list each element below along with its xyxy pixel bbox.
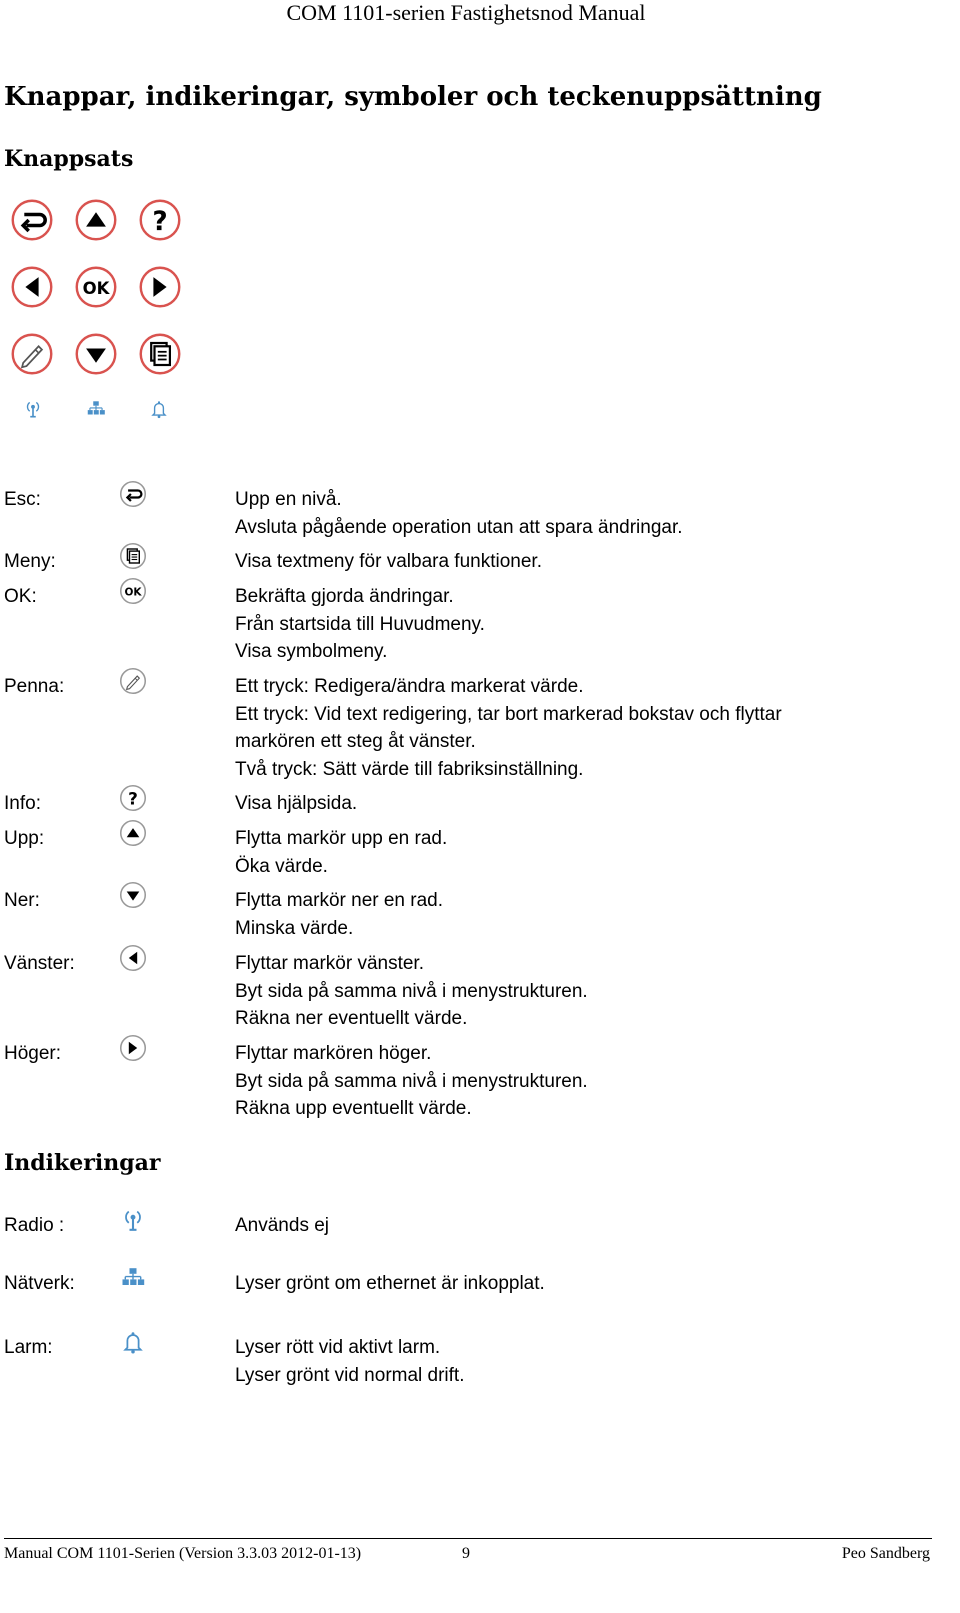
description-line: Byt sida på samma nivå i menystrukturen.: [235, 980, 588, 1002]
triangle-up-icon: [119, 819, 147, 847]
row-label: Nätverk:: [4, 1273, 75, 1294]
description-line: Lyser grönt om ethernet är inkopplat.: [235, 1273, 545, 1294]
footer-page-number: 9: [462, 1545, 470, 1562]
description-line: Ett tryck: Redigera/ändra markerat värde.: [235, 676, 584, 697]
footer-divider: [4, 1538, 932, 1539]
description-line: Flytta markör upp en rad.: [235, 828, 448, 849]
triangle-left-icon: [119, 944, 147, 972]
keypad-info-button: [138, 198, 182, 242]
svg-text:?: ?: [128, 788, 138, 809]
keypad-pen-button: [10, 332, 54, 376]
description-line: markören ett steg åt vänster.: [235, 731, 476, 752]
description-line: Räkna ner eventuellt värde.: [235, 1008, 468, 1029]
question-icon: [119, 784, 147, 812]
bell-icon: [119, 1328, 147, 1356]
keypad-ok-button: [74, 265, 118, 309]
row-description: [235, 1212, 915, 1240]
row-description: [235, 583, 915, 666]
back-arrow-icon: [10, 198, 54, 242]
description-line: Lyser rött vid aktivt larm.: [235, 1337, 441, 1358]
bell-icon: [148, 398, 170, 420]
description-line: Minska värde.: [235, 917, 354, 939]
description-line: Visa textmeny för valbara funktioner.: [235, 551, 542, 572]
network-icon: [119, 1264, 147, 1292]
row-description: [235, 1040, 915, 1123]
keypad-esc-button: [10, 198, 54, 242]
row-label: OK:: [4, 586, 37, 607]
row-description: [235, 548, 915, 576]
footer-document-info: Manual COM 1101-Serien (Version 3.3.03 2012-01-13): [4, 1545, 362, 1562]
triangle-up-icon: [74, 198, 118, 242]
back-arrow-icon: [119, 480, 147, 508]
svg-text:OK: OK: [124, 586, 142, 599]
triangle-down-icon: [119, 881, 147, 909]
keypad-right-button: [138, 265, 182, 309]
network-icon: [85, 398, 107, 420]
description-line: Lyser grönt vid normal drift.: [235, 1364, 465, 1386]
triangle-right-icon: [119, 1034, 147, 1062]
pencil-icon: [119, 667, 147, 695]
row-label: Radio :: [4, 1215, 65, 1236]
description-line: Flyttar markören höger.: [235, 1043, 432, 1064]
row-description: [235, 825, 915, 880]
description-line: Bekräfta gjorda ändringar.: [235, 586, 454, 607]
description-line: Öka värde.: [235, 855, 328, 877]
ok-icon: [119, 577, 147, 605]
row-label: Ner:: [4, 890, 40, 911]
description-line: Avsluta pågående operation utan att spara ändringar.: [235, 516, 683, 538]
row-description: [235, 790, 915, 818]
triangle-right-icon: [138, 265, 182, 309]
ok-icon: [74, 265, 118, 309]
menu-pages-icon: [119, 542, 147, 570]
row-description: [235, 1334, 915, 1389]
description-line: Byt sida på samma nivå i menystrukturen.: [235, 1070, 588, 1092]
menu-pages-icon: [138, 332, 182, 376]
row-description: [235, 887, 915, 942]
svg-text:?: ?: [152, 205, 168, 237]
keypad-down-button: [74, 332, 118, 376]
row-label: Vänster:: [4, 953, 75, 974]
keypad-up-button: [74, 198, 118, 242]
row-label: Esc:: [4, 489, 41, 510]
question-icon: [138, 198, 182, 242]
description-line: Flyttar markör vänster.: [235, 953, 424, 974]
description-line: Två tryck: Sätt värde till fabriksinställning.: [235, 758, 584, 780]
triangle-down-icon: [74, 332, 118, 376]
radio-icon: [22, 398, 44, 420]
description-line: Räkna upp eventuellt värde.: [235, 1098, 472, 1119]
description-line: Visa hjälpsida.: [235, 793, 358, 814]
keypad-left-button: [10, 265, 54, 309]
indications-heading: Indikeringar: [4, 1150, 161, 1176]
row-description: [235, 673, 915, 783]
description-line: Ett tryck: Vid text redigering, tar bort markerad bokstav och flyttar: [235, 703, 782, 725]
row-description: [235, 1270, 915, 1298]
description-line: Upp en nivå.: [235, 489, 342, 510]
radio-icon: [119, 1206, 147, 1234]
row-description: [235, 486, 915, 541]
pencil-icon: [10, 332, 54, 376]
triangle-left-icon: [10, 265, 54, 309]
description-line: Används ej: [235, 1215, 330, 1236]
page-title: Knappar, indikeringar, symboler och teckenuppsättning: [4, 82, 822, 112]
description-line: Visa symbolmeny.: [235, 641, 388, 662]
keypad-menu-button: [138, 332, 182, 376]
row-label: Höger:: [4, 1043, 62, 1064]
row-label: Penna:: [4, 676, 65, 697]
footer-author: Peo Sandberg: [841, 1545, 930, 1562]
row-label: Larm:: [4, 1337, 53, 1358]
keypad-heading: Knappsats: [4, 146, 134, 172]
row-label: Info:: [4, 793, 41, 814]
row-label: Upp:: [4, 828, 45, 849]
row-label: Meny:: [4, 551, 56, 572]
page-header: COM 1101-serien Fastighetsnod Manual: [286, 0, 646, 25]
svg-text:OK: OK: [82, 279, 110, 299]
description-line: Från startsida till Huvudmeny.: [235, 613, 485, 635]
description-line: Flytta markör ner en rad.: [235, 890, 444, 911]
row-description: [235, 950, 915, 1033]
